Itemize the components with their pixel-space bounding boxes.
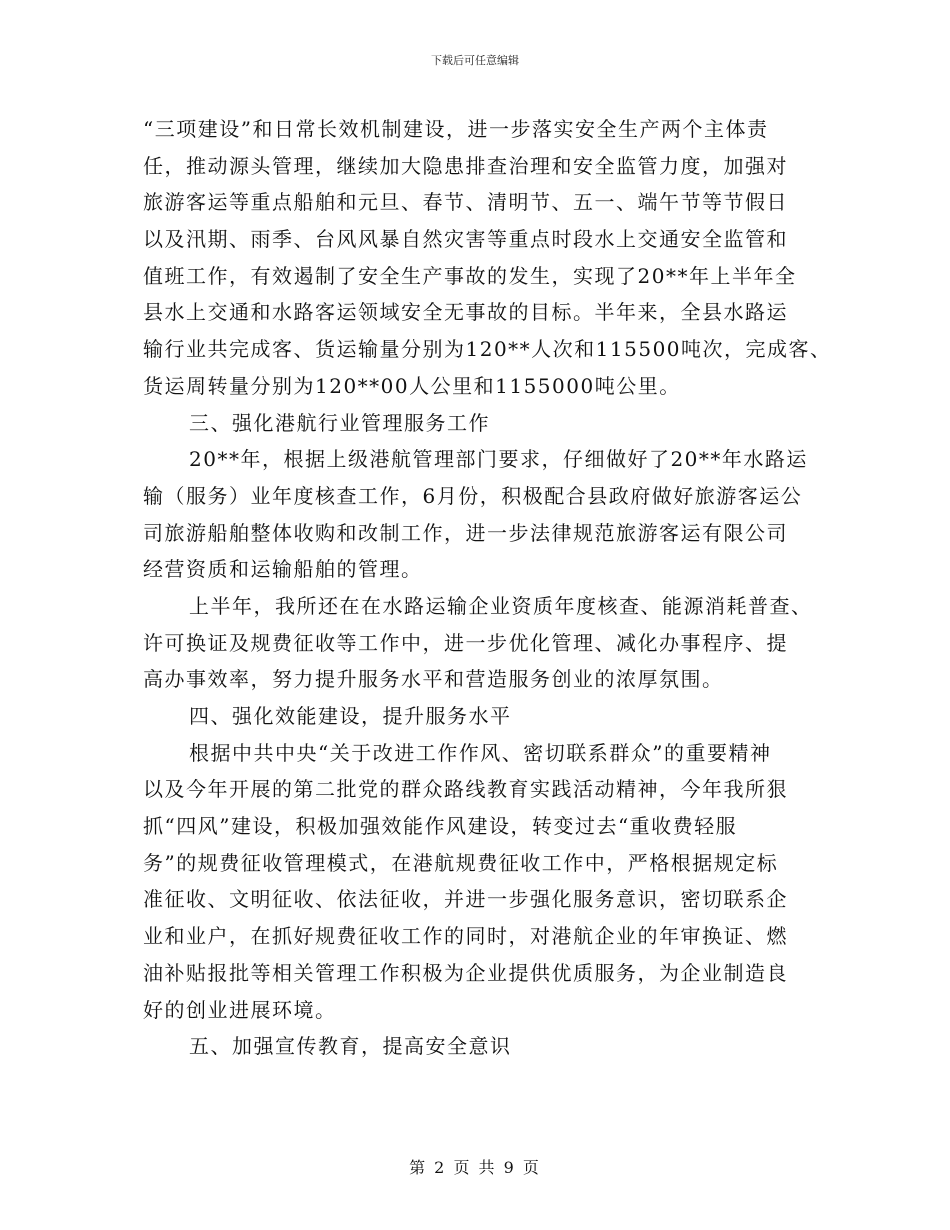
- text-line: 许可换证及规费征收等工作中，进一步优化管理、减化办事程序、提: [143, 630, 788, 655]
- page-footer: 第 2 页 共 9 页: [409, 1158, 541, 1177]
- text-line: 以及汛期、雨季、台风风暴自然灾害等重点时段水上交通安全监管和: [143, 227, 788, 252]
- text-line: 以及今年开展的第二批党的群众路线教育实践活动精神，今年我所狠: [143, 777, 788, 802]
- text-line: 货运周转量分别为120**00人公里和1155000吨公里。: [143, 373, 681, 398]
- text-line: 任，推动源头管理，继续加大隐患排查治理和安全监管力度，加强对: [143, 153, 788, 178]
- text-line: 经营资质和运输船舶的管理。: [143, 557, 423, 582]
- document-body: [143, 111, 832, 1065]
- text-line: 输行业共完成客、货运输量分别为120**人次和115500吨次，完成客、: [143, 337, 832, 362]
- text-line: 三、强化港航行业管理服务工作: [189, 410, 490, 435]
- text-line: “三项建设”和日常长效机制建设，进一步落实安全生产两个主体责: [143, 117, 769, 141]
- text-line: 20**年，根据上级港航管理部门要求，仔细做好了20**年水路运: [189, 447, 808, 472]
- text-line: 司旅游船舶整体收购和改制工作，进一步法律规范旅游客运有限公司: [143, 520, 788, 545]
- text-line: 上半年，我所还在在水路运输企业资质年度核查、能源消耗普查、: [189, 593, 813, 618]
- text-line: 四、强化效能建设，提升服务水平: [189, 704, 512, 728]
- text-line: 好的创业进展环境。: [143, 997, 337, 1022]
- text-line: 务”的规费征收管理模式，在港航规费征收工作中，严格根据规定标: [143, 850, 779, 875]
- text-line: 油补贴报批等相关管理工作积极为企业提供优质服务，为企业制造良: [143, 960, 788, 985]
- text-line: 根据中共中央“关于改进工作作风、密切联系群众”的重要精神: [189, 740, 772, 765]
- text-line: 旅游客运等重点船舶和元旦、春节、清明节、五一、端午节等节假日: [143, 190, 788, 215]
- text-line: 准征收、文明征收、依法征收，并进一步强化服务意识，密切联系企: [143, 887, 788, 912]
- text-line: 县水上交通和水路客运领域安全无事故的目标。半年来，全县水路运: [143, 300, 788, 325]
- text-line: 抓“四风”建设，积极加强效能作风建设，转变过去“重收费轻服: [143, 814, 738, 839]
- text-line: 输（服务）业年度核查工作，6月份，积极配合县政府做好旅游客运公: [143, 483, 803, 508]
- text-line: 五、加强宣传教育，提高安全意识: [189, 1034, 512, 1059]
- page-header: 下载后可任意编辑: [431, 54, 519, 67]
- text-line: 业和业户，在抓好规费征收工作的同时，对港航企业的年审换证、燃: [143, 924, 788, 949]
- text-line: 高办事效率，努力提升服务水平和营造服务创业的浓厚氛围。: [143, 667, 724, 692]
- text-line: 值班工作，有效遏制了安全生产事故的发生，实现了20**年上半年全: [143, 263, 797, 288]
